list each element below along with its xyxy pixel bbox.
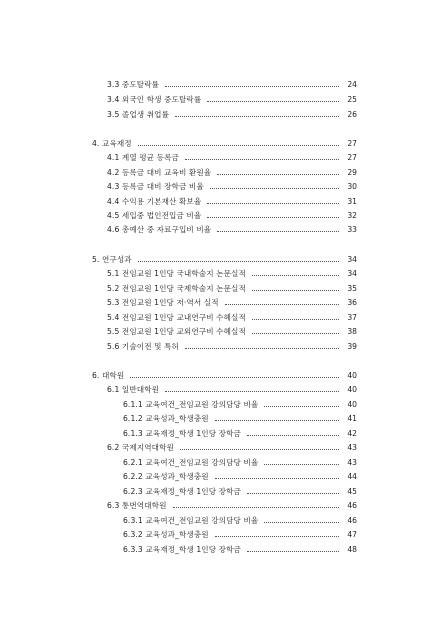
toc-entry[interactable] <box>107 167 357 178</box>
dot-leader <box>252 332 339 334</box>
dot-leader <box>264 463 339 465</box>
dot-leader <box>207 100 339 102</box>
dot-leader <box>247 550 339 552</box>
dot-leader <box>247 434 339 436</box>
toc-entry-page: 26 <box>347 110 357 119</box>
toc-entry-page: 30 <box>347 182 357 191</box>
toc-entry-page: 37 <box>347 313 357 322</box>
toc-entry-label: 6.1.2 교육성과_학생충원 <box>123 414 209 423</box>
dot-leader <box>225 303 339 305</box>
toc-section-heading[interactable] <box>92 254 357 265</box>
toc-entry[interactable] <box>107 224 357 235</box>
toc-entry-label: 6.3.3 교육재정_학생 1인당 장학금 <box>123 545 241 554</box>
dot-leader <box>264 405 339 407</box>
dot-leader <box>207 202 339 204</box>
toc-entry[interactable] <box>107 297 357 308</box>
toc-entry[interactable] <box>107 210 357 221</box>
toc-entry-page: 39 <box>347 342 357 351</box>
toc-entry-page: 44 <box>347 472 357 481</box>
toc-entry-page: 27 <box>347 153 357 162</box>
toc-entry[interactable] <box>107 268 357 279</box>
toc-entry-page: 24 <box>347 80 357 89</box>
toc-entry-label: 6.2.2 교육성과_학생충원 <box>123 472 209 481</box>
toc-entry-page: 32 <box>347 211 357 220</box>
toc-entry-page: 48 <box>347 545 357 554</box>
toc-entry-page: 31 <box>347 197 357 206</box>
toc-entry-page: 33 <box>347 225 357 234</box>
toc-entry-label: 5.1 전임교원 1인당 국내학술지 논문실적 <box>107 269 246 278</box>
toc-entry-label: 6.3 통번역대학원 <box>107 501 167 510</box>
dot-leader <box>138 260 339 262</box>
toc-entry[interactable] <box>123 544 357 555</box>
toc-entry-label: 4. 교육재정 <box>92 139 132 148</box>
toc-entry[interactable] <box>107 326 357 337</box>
toc-entry-page: 40 <box>347 371 357 380</box>
toc-entry-label: 6.1 일반대학원 <box>107 385 160 394</box>
toc-entry-page: 43 <box>347 443 357 452</box>
toc-section-heading[interactable] <box>92 138 357 149</box>
toc-entry-label: 6.1.3 교육재정_학생 1인당 장학금 <box>123 429 241 438</box>
toc-entry[interactable] <box>123 486 357 497</box>
toc-entry[interactable] <box>107 181 357 192</box>
toc-entry[interactable] <box>107 196 357 207</box>
toc-entry[interactable] <box>123 399 357 410</box>
toc-entry-label: 6. 대학원 <box>92 371 125 380</box>
toc-entry-page: 45 <box>347 487 357 496</box>
toc-entry-page: 47 <box>347 530 357 539</box>
dot-leader <box>217 173 339 175</box>
toc-entry[interactable] <box>107 109 357 120</box>
toc-entry-page: 40 <box>347 400 357 409</box>
toc-entry-label: 6.2.1 교육여건_전임교원 강의담당 비율 <box>123 458 259 467</box>
toc-entry-label: 6.2 국제지역대학원 <box>107 443 174 452</box>
toc-entry-label: 5.4 전임교원 1인당 교내연구비 수혜실적 <box>107 313 246 322</box>
dot-leader <box>215 535 339 537</box>
dot-leader <box>130 376 339 378</box>
dot-leader <box>207 216 339 218</box>
dot-leader <box>173 506 339 508</box>
toc-entry-label: 6.2.3 교육재정_학생 1인당 장학금 <box>123 487 241 496</box>
toc-entry-page: 36 <box>347 298 357 307</box>
toc-entry-label: 5.6 기술이전 및 특허 <box>107 342 179 351</box>
toc-entry-label: 6.3.1 교육여건_전임교원 강의담당 비율 <box>123 516 259 525</box>
toc-entry-page: 42 <box>347 429 357 438</box>
toc-entry[interactable] <box>123 413 357 424</box>
toc-entry-label: 5.2 전임교원 1인당 국제학술지 논문실적 <box>107 284 246 293</box>
dot-leader <box>252 274 339 276</box>
toc-entry[interactable] <box>107 442 357 453</box>
toc-entry[interactable] <box>123 471 357 482</box>
toc-entry-page: 34 <box>347 269 357 278</box>
toc-entry-label: 3.4 외국인 학생 중도탈락률 <box>107 95 202 104</box>
toc-entry-label: 6.3.2 교육성과_학생충원 <box>123 530 209 539</box>
toc-entry-label: 3.3 중도탈락률 <box>107 80 160 89</box>
toc-entry[interactable] <box>107 94 357 105</box>
toc-entry-label: 3.5 졸업생 취업률 <box>107 110 170 119</box>
toc-entry-label: 5.3 전임교원 1인당 저·역서 실적 <box>107 298 219 307</box>
toc-entry-page: 29 <box>347 168 357 177</box>
toc-entry-label: 4.3 등록금 대비 장학금 비율 <box>107 182 204 191</box>
toc-entry[interactable] <box>123 457 357 468</box>
dot-leader <box>215 477 339 479</box>
toc-entry[interactable] <box>107 312 357 323</box>
dot-leader <box>138 144 339 146</box>
toc-entry-label: 4.4 수익용 기본재산 확보율 <box>107 197 202 206</box>
toc-entry-page: 40 <box>347 385 357 394</box>
dot-leader <box>252 318 339 320</box>
toc-entry-page: 43 <box>347 458 357 467</box>
dot-leader <box>215 419 339 421</box>
toc-entry-page: 46 <box>347 516 357 525</box>
dot-leader <box>165 85 339 87</box>
toc-entry[interactable] <box>123 515 357 526</box>
dot-leader <box>252 289 339 291</box>
toc-entry-page: 38 <box>347 327 357 336</box>
toc-entry-label: 4.2 등록금 대비 교육비 환원율 <box>107 168 212 177</box>
toc-section-heading[interactable] <box>92 370 357 381</box>
toc-entry-page: 25 <box>347 95 357 104</box>
toc-entry-label: 5. 연구성과 <box>92 255 132 264</box>
toc-entry-label: 6.1.1 교육여건_전임교원 강의담당 비율 <box>123 400 259 409</box>
toc-entry[interactable] <box>123 428 357 439</box>
dot-leader <box>180 448 339 450</box>
toc-entry-label: 4.1 계열 평균 등록금 <box>107 153 179 162</box>
toc-entry-page: 46 <box>347 501 357 510</box>
toc-entry-label: 4.5 세입중 법인전입금 비율 <box>107 211 202 220</box>
toc-entry-page: 35 <box>347 284 357 293</box>
toc-entry[interactable] <box>107 500 357 511</box>
toc-entry[interactable] <box>107 283 357 294</box>
toc-entry-page: 41 <box>347 414 357 423</box>
toc-entry-page: 34 <box>347 255 357 264</box>
dot-leader <box>210 187 339 189</box>
toc-entry[interactable] <box>107 79 357 90</box>
dot-leader <box>185 347 339 349</box>
dot-leader <box>165 390 339 392</box>
dot-leader <box>247 492 339 494</box>
toc-entry[interactable] <box>107 341 357 352</box>
dot-leader <box>175 115 339 117</box>
toc-entry[interactable] <box>107 384 357 395</box>
dot-leader <box>185 158 339 160</box>
dot-leader <box>264 521 339 523</box>
dot-leader <box>217 230 339 232</box>
toc-entry[interactable] <box>107 152 357 163</box>
toc-entry[interactable] <box>123 529 357 540</box>
toc-entry-label: 5.5 전임교원 1인당 교외연구비 수혜실적 <box>107 327 246 336</box>
toc-entry-page: 27 <box>347 139 357 148</box>
toc-entry-label: 4.6 총예산 중 자료구입비 비율 <box>107 225 212 234</box>
